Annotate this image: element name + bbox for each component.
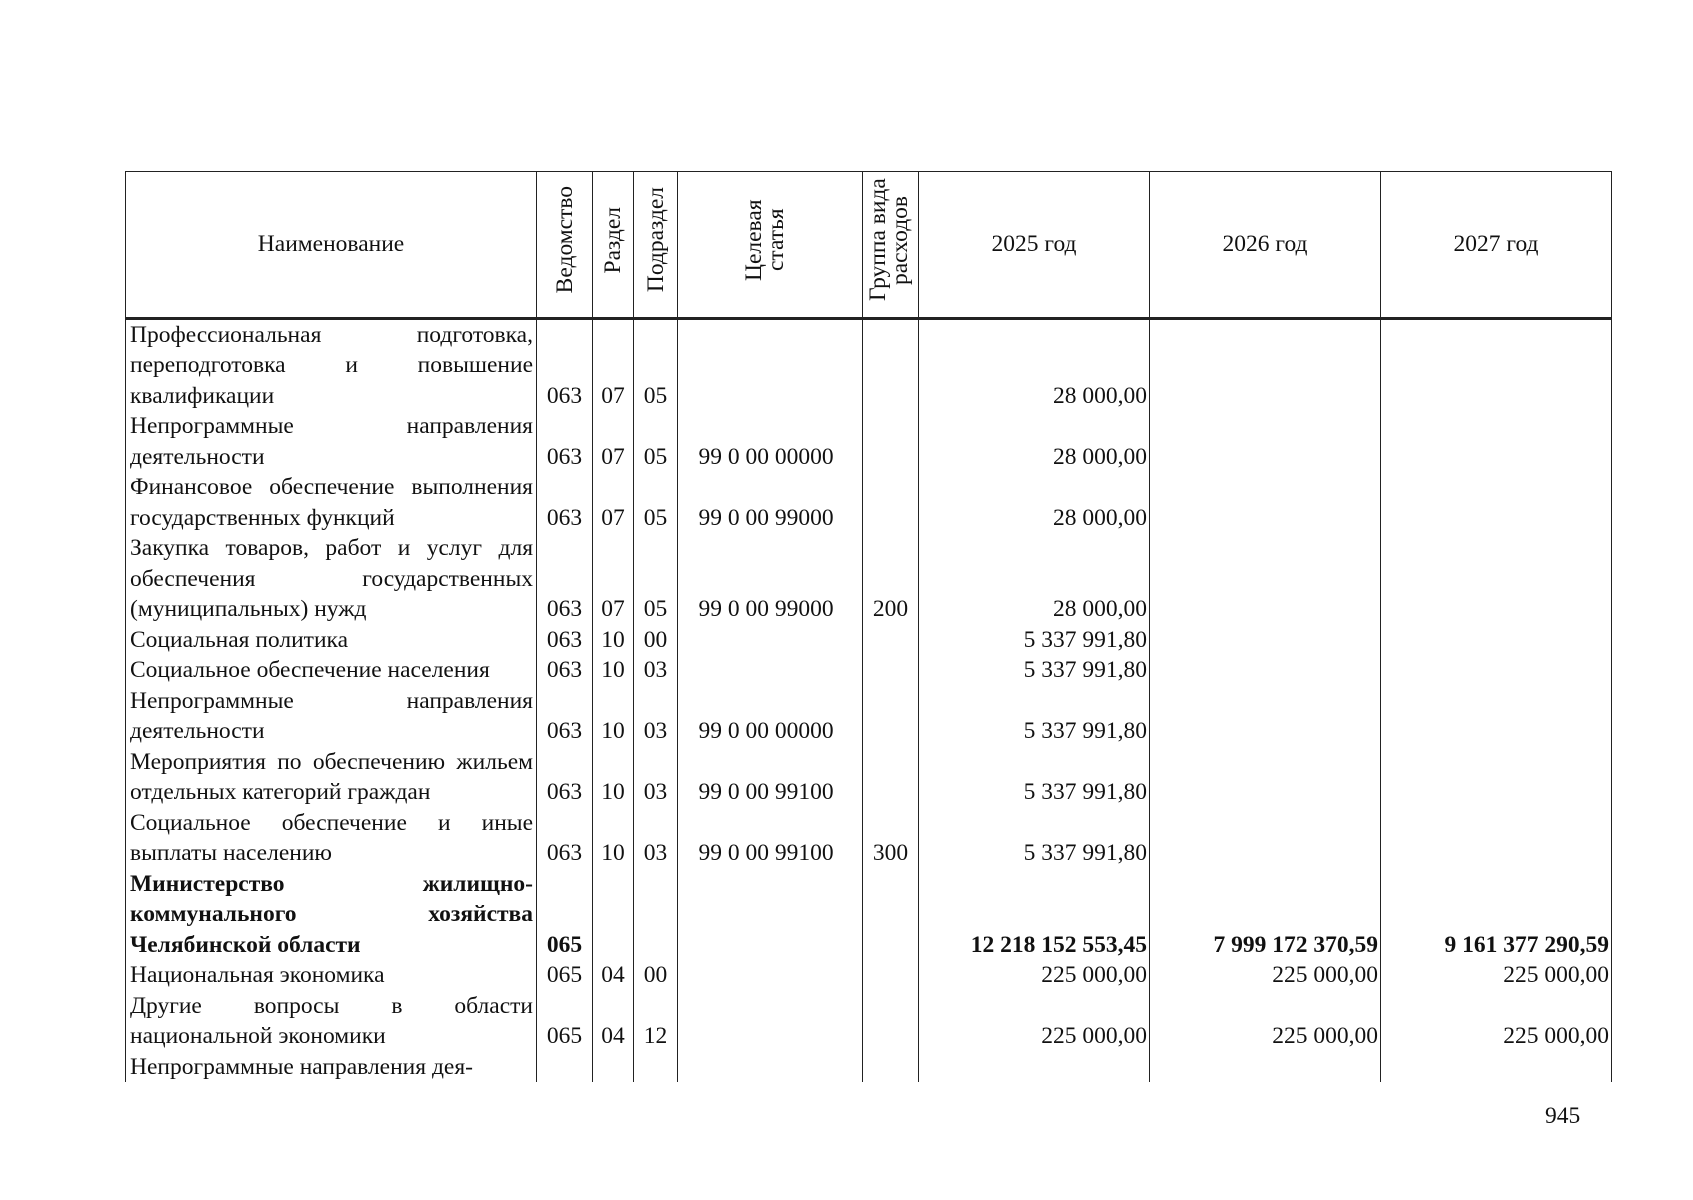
cell-group — [863, 747, 919, 808]
col-header-razdel: Раздел — [593, 172, 634, 319]
cell-razdel: 04 — [593, 991, 634, 1052]
cell-2026: 225 000,00 — [1150, 960, 1381, 991]
cell-target: 99 0 00 99100 — [678, 747, 863, 808]
cell-2025: 5 337 991,80 — [919, 686, 1150, 747]
cell-name: Профессиональная подготовка, переподготовка и повышение квалификации — [126, 318, 537, 411]
cell-2027: 225 000,00 — [1381, 960, 1612, 991]
cell-2025: 225 000,00 — [919, 991, 1150, 1052]
cell-podrazdel — [634, 1052, 678, 1083]
cell-vedomstvo: 063 — [537, 747, 593, 808]
cell-2025: 225 000,00 — [919, 960, 1150, 991]
cell-vedomstvo: 065 — [537, 991, 593, 1052]
cell-vedomstvo: 063 — [537, 472, 593, 533]
cell-2026 — [1150, 472, 1381, 533]
cell-podrazdel: 05 — [634, 318, 678, 411]
cell-podrazdel — [634, 869, 678, 961]
cell-2027 — [1381, 411, 1612, 472]
cell-razdel: 10 — [593, 747, 634, 808]
cell-razdel: 07 — [593, 533, 634, 625]
cell-name: Непрограммные направления дея- — [126, 1052, 537, 1083]
cell-2025: 28 000,00 — [919, 472, 1150, 533]
cell-target — [678, 1052, 863, 1083]
cell-podrazdel: 03 — [634, 655, 678, 686]
table-header-row — [126, 172, 1612, 319]
cell-razdel: 10 — [593, 625, 634, 656]
cell-name: Мероприятия по обеспечению жильем отдельных категорий граждан — [126, 747, 537, 808]
cell-target — [678, 960, 863, 991]
cell-vedomstvo: 063 — [537, 808, 593, 869]
cell-2025: 28 000,00 — [919, 411, 1150, 472]
cell-name: Непрограммные направления деятельности — [126, 686, 537, 747]
cell-group — [863, 960, 919, 991]
col-header-2026: 2026 год — [1150, 172, 1381, 319]
cell-2026: 7 999 172 370,59 — [1150, 869, 1381, 961]
cell-2025: 5 337 991,80 — [919, 625, 1150, 656]
cell-razdel: 07 — [593, 411, 634, 472]
cell-2027 — [1381, 747, 1612, 808]
cell-razdel — [593, 1052, 634, 1083]
cell-razdel: 07 — [593, 318, 634, 411]
cell-2025: 5 337 991,80 — [919, 808, 1150, 869]
cell-target: 99 0 00 99100 — [678, 808, 863, 869]
cell-group: 200 — [863, 533, 919, 625]
cell-razdel: 07 — [593, 472, 634, 533]
col-header-2025: 2025 год — [919, 172, 1150, 319]
cell-vedomstvo: 063 — [537, 318, 593, 411]
cell-name: Министерство жилищно-коммунального хозяйства Челябинской области — [126, 869, 537, 961]
cell-group: 300 — [863, 808, 919, 869]
cell-group — [863, 991, 919, 1052]
cell-2027 — [1381, 472, 1612, 533]
cell-target: 99 0 00 99000 — [678, 533, 863, 625]
cell-2027: 9 161 377 290,59 — [1381, 869, 1612, 961]
cell-group — [863, 472, 919, 533]
cell-2025: 28 000,00 — [919, 533, 1150, 625]
cell-group — [863, 1052, 919, 1083]
cell-2027: 225 000,00 — [1381, 991, 1612, 1052]
table-row — [126, 747, 1612, 808]
cell-vedomstvo: 063 — [537, 655, 593, 686]
cell-vedomstvo — [537, 1052, 593, 1083]
cell-2025: 5 337 991,80 — [919, 655, 1150, 686]
cell-2027 — [1381, 533, 1612, 625]
budget-table — [125, 171, 1612, 1082]
cell-name: Социальное обеспечение населения — [126, 655, 537, 686]
cell-target — [678, 625, 863, 656]
page-number: 945 — [1545, 1103, 1581, 1129]
cell-name: Социальное обеспечение и иные выплаты населению — [126, 808, 537, 869]
cell-podrazdel: 03 — [634, 686, 678, 747]
cell-razdel — [593, 869, 634, 961]
cell-2026: 225 000,00 — [1150, 991, 1381, 1052]
cell-vedomstvo: 065 — [537, 960, 593, 991]
cell-group — [863, 625, 919, 656]
cell-group — [863, 411, 919, 472]
cell-2026 — [1150, 1052, 1381, 1083]
cell-name: Другие вопросы в области национальной экономики — [126, 991, 537, 1052]
cell-2026 — [1150, 533, 1381, 625]
cell-name: Закупка товаров, работ и услуг для обеспечения государственных (муниципальных) нужд — [126, 533, 537, 625]
table-row — [126, 960, 1612, 991]
cell-vedomstvo: 063 — [537, 533, 593, 625]
cell-2026 — [1150, 655, 1381, 686]
cell-name: Финансовое обеспечение выполнения государственных функций — [126, 472, 537, 533]
cell-target — [678, 869, 863, 961]
table-row — [126, 625, 1612, 656]
cell-podrazdel: 03 — [634, 808, 678, 869]
cell-razdel: 10 — [593, 686, 634, 747]
cell-group — [863, 869, 919, 961]
cell-target — [678, 655, 863, 686]
table-row — [126, 991, 1612, 1052]
cell-group — [863, 686, 919, 747]
cell-2027 — [1381, 1052, 1612, 1083]
col-header-target: Целевая статья — [678, 172, 863, 319]
cell-2025 — [919, 1052, 1150, 1083]
cell-2025: 5 337 991,80 — [919, 747, 1150, 808]
col-header-group: Группа вида расходов — [863, 172, 919, 319]
table-row — [126, 869, 1612, 961]
cell-2026 — [1150, 318, 1381, 411]
cell-podrazdel: 05 — [634, 472, 678, 533]
table-row — [126, 533, 1612, 625]
cell-vedomstvo: 065 — [537, 869, 593, 961]
cell-2025: 28 000,00 — [919, 318, 1150, 411]
cell-2027 — [1381, 318, 1612, 411]
cell-2027 — [1381, 808, 1612, 869]
cell-2027 — [1381, 655, 1612, 686]
cell-vedomstvo: 063 — [537, 411, 593, 472]
cell-razdel: 10 — [593, 808, 634, 869]
table-row — [126, 686, 1612, 747]
table-row — [126, 655, 1612, 686]
cell-2027 — [1381, 686, 1612, 747]
cell-podrazdel: 05 — [634, 411, 678, 472]
col-header-2027: 2027 год — [1381, 172, 1612, 319]
cell-target: 99 0 00 00000 — [678, 686, 863, 747]
cell-podrazdel: 05 — [634, 533, 678, 625]
cell-vedomstvo: 063 — [537, 686, 593, 747]
table-row — [126, 808, 1612, 869]
cell-group — [863, 318, 919, 411]
col-header-name: Наименование — [126, 172, 537, 319]
cell-2026 — [1150, 411, 1381, 472]
table-row — [126, 472, 1612, 533]
cell-podrazdel: 12 — [634, 991, 678, 1052]
cell-name: Непрограммные направления деятельности — [126, 411, 537, 472]
cell-2026 — [1150, 808, 1381, 869]
cell-razdel: 04 — [593, 960, 634, 991]
cell-name: Национальная экономика — [126, 960, 537, 991]
cell-target — [678, 991, 863, 1052]
cell-razdel: 10 — [593, 655, 634, 686]
cell-2026 — [1150, 625, 1381, 656]
cell-podrazdel: 00 — [634, 625, 678, 656]
table-row — [126, 411, 1612, 472]
table-body — [126, 318, 1612, 1082]
cell-2026 — [1150, 686, 1381, 747]
cell-target — [678, 318, 863, 411]
cell-2026 — [1150, 747, 1381, 808]
cell-group — [863, 655, 919, 686]
cell-podrazdel: 00 — [634, 960, 678, 991]
cell-target: 99 0 00 99000 — [678, 472, 863, 533]
cell-podrazdel: 03 — [634, 747, 678, 808]
table-row — [126, 1052, 1612, 1083]
cell-vedomstvo: 063 — [537, 625, 593, 656]
table-row — [126, 318, 1612, 411]
cell-2027 — [1381, 625, 1612, 656]
col-header-podrazdel: Подраздел — [634, 172, 678, 319]
cell-target: 99 0 00 00000 — [678, 411, 863, 472]
cell-name: Социальная политика — [126, 625, 537, 656]
cell-2025: 12 218 152 553,45 — [919, 869, 1150, 961]
col-header-vedomstvo: Ведомство — [537, 172, 593, 319]
